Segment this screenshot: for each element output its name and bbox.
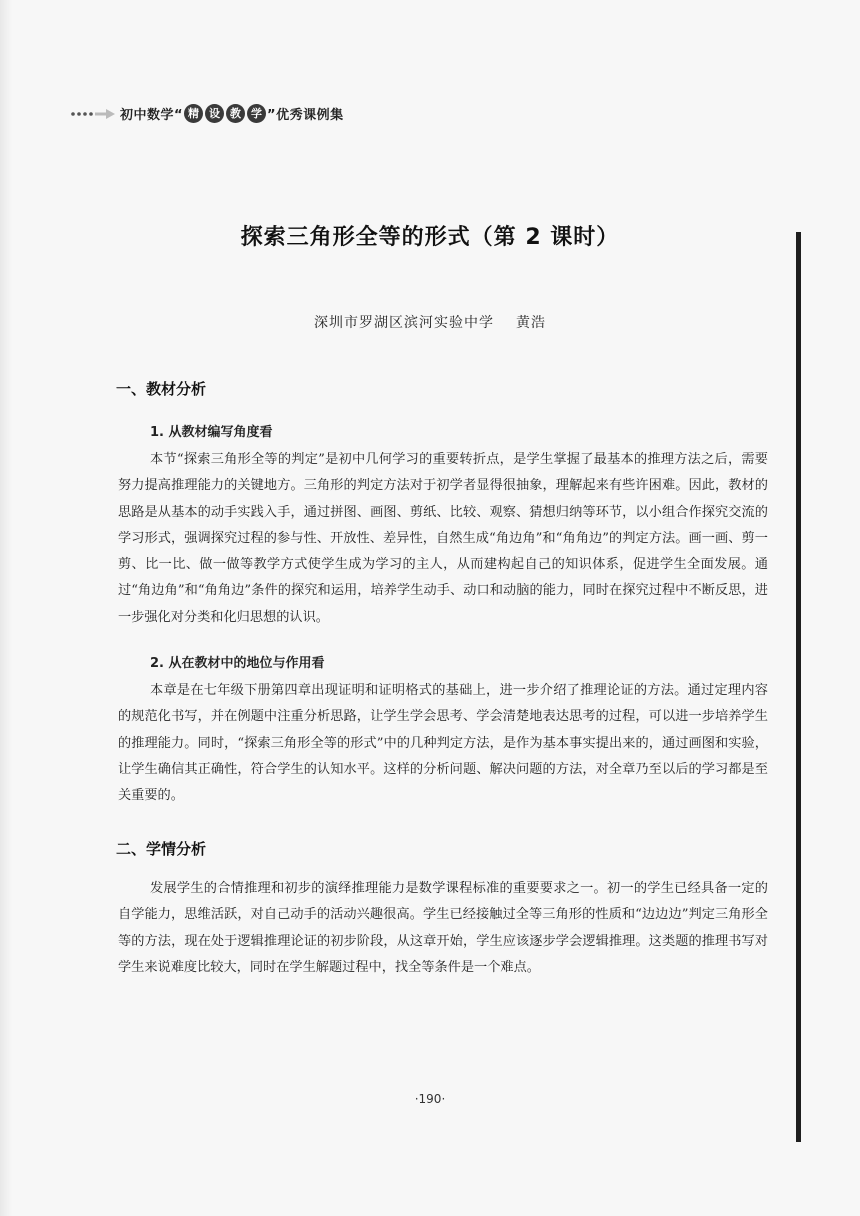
author-name: 黄浩 <box>516 315 546 331</box>
running-header <box>70 104 344 123</box>
paragraph: 本节“探索三角形全等的判定”是初中几何学习的重要转折点，是学生掌握了最基本的推理方法之后，需要努力提高推理能力的关键地方。三角形的判定方法对于初学者显得很抽象，理解起来有些许困难。因此，教材的思路是从基本的动手实践入手，通过拼图、画图、剪纸、比较、观察、猜想归纳等环节，以小组合作探究交流的学习形式，强调探究过程的参与性、开放性、差异性，自然生成“角边角”和“角角边”的判定方法。画一画、剪一剪、比一比、做一做等教学方式使学生成为学习的主人，从而建构起自己的知识体系，促进学生全面发展。通过“角边角”和“角角边”条件的探究和运用，培养学生动手、动口和动脑的能力，同时在探究过程中不断反思，进一步强化对分类和化归思想的认识。 <box>118 452 768 625</box>
subsection-heading: 2. 从在教材中的地位与作用看 <box>150 656 325 671</box>
article-title: 探索三角形全等的形式（第 2 课时） <box>240 225 620 250</box>
scan-edge-shadow <box>0 0 12 1216</box>
series-title-prefix: 初中数学“ <box>120 108 184 123</box>
paragraph: 本章是在七年级下册第四章出现证明和证明格式的基础上，进一步介绍了推理论证的方法。通过定理内容的规范化书写，并在例题中注重分析思路，让学生学会思考、学会清楚地表达思考的过程，可以进一步培养学生的推理能力。同时，“探索三角形全等的形式”中的几种判定方法，是作为基本事实提出来的，通过画图和实验，让学生确信其正确性，符合学生的认知水平。这样的分析问题、解决问题的方法，对全章乃至以后的学习都是至关重要的。 <box>118 683 768 804</box>
page-number: ·190· <box>414 1092 446 1106</box>
paragraph: 发展学生的合情推理和初步的演绎推理能力是数学课程标准的重要要求之一。初一的学生已经具备一定的自学能力，思维活跃，对自己动手的活动兴趣很高。学生已经接触过全等三角形的性质和“边边边”判定三角形全等的方法，现在处于逻辑推理论证的初步阶段，从这章开始，学生应该逐步学会逻辑推理。这类题的推理书写对学生来说难度比较大，同时在学生解题过程中，找全等条件是一个难点。 <box>118 881 768 975</box>
section-heading: 一、教材分析 <box>116 380 207 398</box>
section-heading: 二、学情分析 <box>116 840 207 858</box>
dots-arrow-icon <box>70 108 116 120</box>
author-school: 深圳市罗湖区滨河实验中学 <box>314 315 494 331</box>
page-edge-rule <box>796 232 801 1142</box>
author-line <box>0 312 860 332</box>
series-badge: 设 <box>205 104 224 123</box>
series-badge: 教 <box>226 104 245 123</box>
series-badge: 学 <box>247 104 266 123</box>
series-badge: 精 <box>184 104 203 123</box>
series-title-suffix: ”优秀课例集 <box>267 108 344 123</box>
subsection-heading: 1. 从教材编写角度看 <box>150 425 273 440</box>
